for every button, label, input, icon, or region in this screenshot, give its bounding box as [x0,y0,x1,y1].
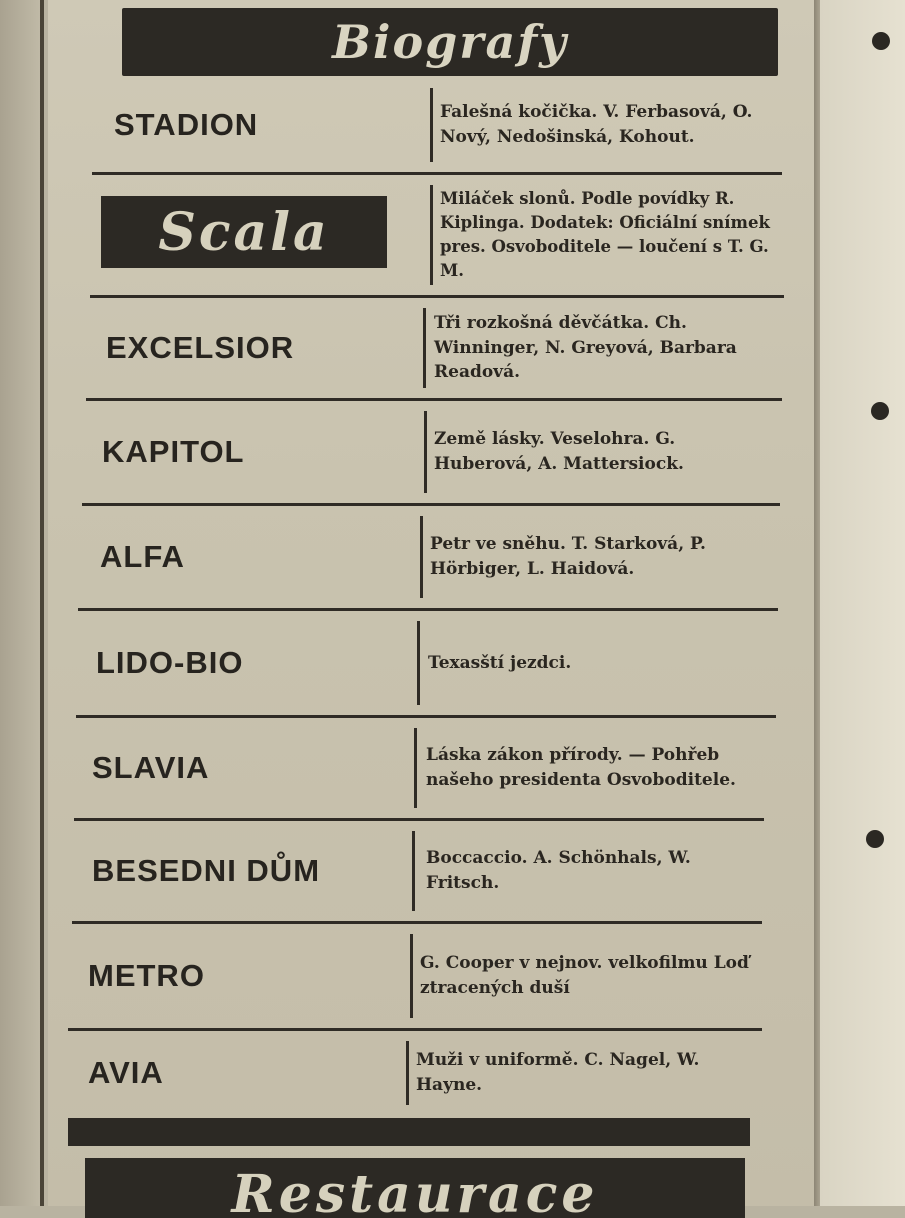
listing-row [78,506,778,611]
cinema-name: LIDO-BIO [96,645,244,680]
listing-row [92,78,782,175]
film-info: Miláček slonů. Podle povídky R. Kiplinga. Dodatek: Oficiální snímek pres. Osvoboditele — loučení s T. G. M. [440,189,770,280]
listing-row [72,821,762,924]
section-title: Biografy [332,15,568,69]
listing-row [66,1031,756,1115]
bullet-icon [872,32,890,50]
listing-row [74,718,764,821]
left-page-edge [0,0,44,1206]
film-info: Falešná kočička. V. Ferbasová, O. Nový, Nedošinská, Kohout. [440,102,753,147]
film-info: Boccaccio. A. Schönhals, W. Fritsch. [426,848,691,893]
scala-logo [101,196,387,268]
section-header [122,8,778,76]
film-info: G. Cooper v nejnov. velkofilmu Loď ztracených duší [420,953,749,998]
bullet-icon [866,830,884,848]
film-info: Tři rozkošná děvčátka. Ch. Winninger, N. Greyová, Barbara Readová. [434,313,737,383]
film-info: Láska zákon přírody. — Pohřeb našeho presidenta Osvoboditele. [426,745,736,790]
bullet-icon [871,402,889,420]
next-section-title: Restaurace [231,1164,599,1218]
cinema-name: ALFA [100,539,185,574]
film-info: Texasští jezdci. [428,652,572,673]
film-info: Země lásky. Veselohra. G. Huberová, A. Mattersiock. [434,429,684,474]
listing-row [82,401,780,506]
next-section-header [85,1158,745,1218]
listing-row [68,924,762,1031]
cinema-name: METRO [88,958,205,993]
film-info: Muži v uniformě. C. Nagel, W. Hayne. [416,1050,700,1095]
cinema-name: BESEDNI DŮM [92,853,321,888]
cinema-name: AVIA [88,1055,164,1090]
cinema-name: KAPITOL [102,434,245,469]
cinema-name: SLAVIA [92,750,210,785]
listing-row [76,611,776,718]
footer-rule [68,1118,750,1146]
cinema-name: EXCELSIOR [106,330,295,365]
cinema-name: Scala [158,201,330,263]
listing-row [86,298,782,401]
right-page-edge [820,0,905,1206]
cinema-name: STADION [114,107,259,142]
film-info: Petr ve sněhu. T. Starková, P. Hörbiger, L. Haidová. [430,534,706,579]
